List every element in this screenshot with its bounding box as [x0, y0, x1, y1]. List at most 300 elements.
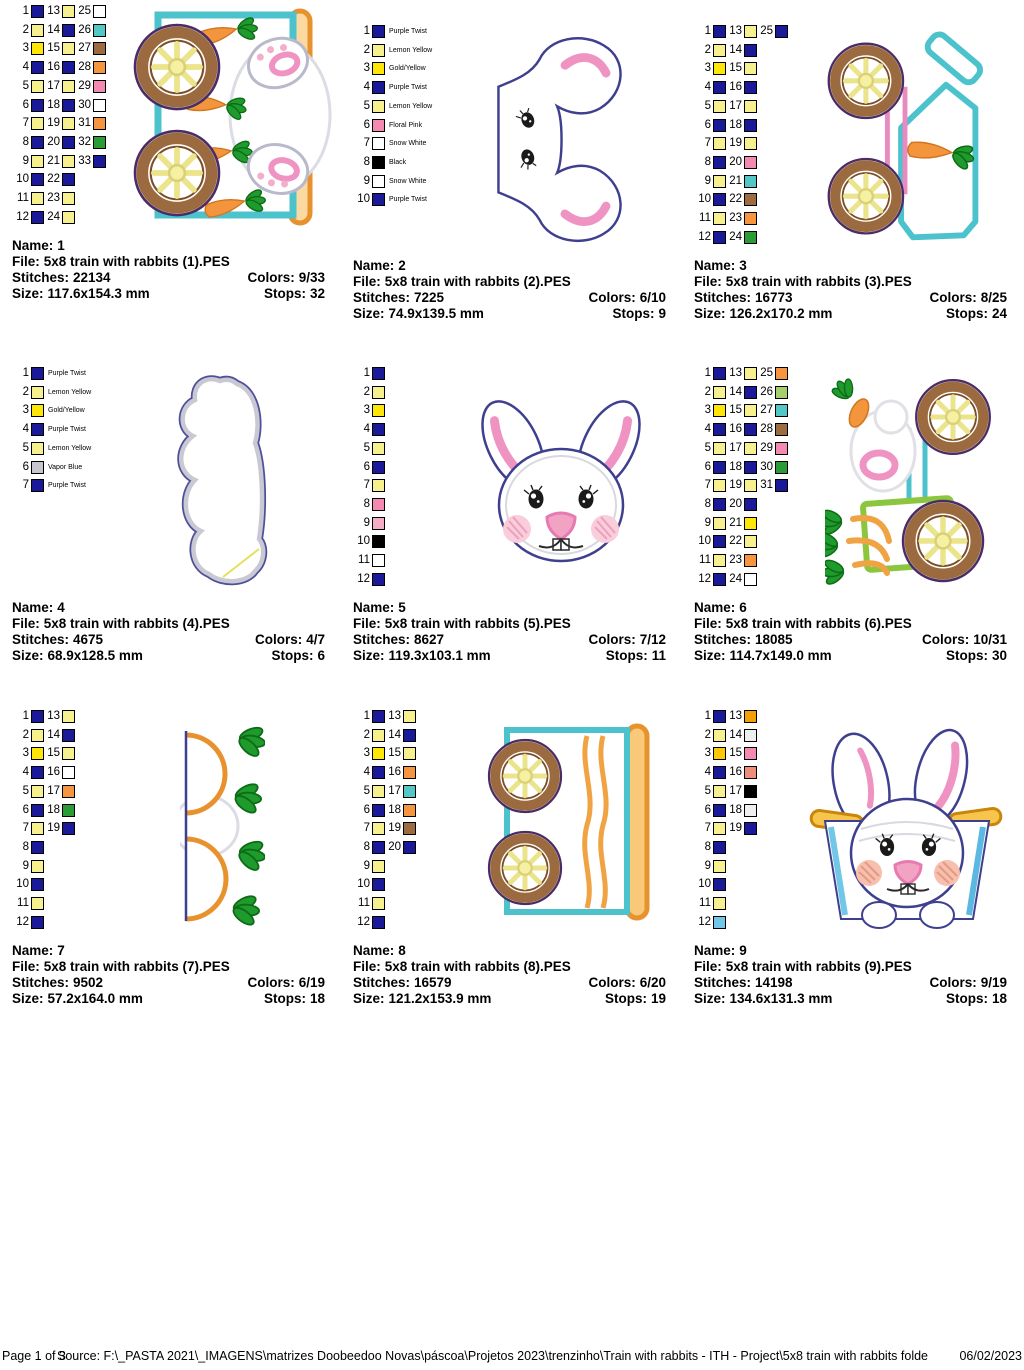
palette-swatch: [744, 193, 757, 206]
palette-swatch: [372, 81, 385, 94]
design-thumbnail-smoke-cloud: [165, 373, 275, 588]
palette-swatch: [31, 461, 44, 474]
palette-number: 11: [17, 897, 29, 909]
palette-swatch: [372, 573, 385, 586]
palette-number: 30: [78, 98, 91, 111]
palette-number: 9: [704, 859, 711, 872]
stitches-label: Stitches:: [12, 632, 70, 647]
palette-number: 16: [729, 766, 742, 779]
colors-value: 6/19: [298, 975, 325, 990]
palette-swatch: [403, 710, 416, 723]
size-label: Size:: [353, 306, 385, 321]
palette-swatch: [775, 442, 788, 455]
palette-number: 2: [22, 728, 29, 741]
file-label: File:: [12, 616, 40, 631]
palette-number: 13: [729, 710, 742, 722]
size-label: Size:: [694, 306, 726, 321]
palette-swatch: [775, 479, 788, 492]
size-value: 134.6x131.3 mm: [729, 991, 833, 1006]
name-label: Name:: [353, 600, 395, 615]
palette-number: 17: [47, 784, 60, 797]
stops-value: 6: [317, 648, 325, 663]
palette-number: 25: [78, 5, 91, 17]
palette-number: 19: [729, 137, 742, 150]
palette-number: 8: [704, 840, 711, 853]
palette-number: 11: [17, 192, 29, 204]
palette-number: 12: [16, 915, 29, 928]
palette-number: 14: [47, 23, 60, 36]
name-label: Name:: [12, 238, 54, 253]
stops-value: 11: [651, 648, 666, 663]
palette-number: 27: [78, 42, 91, 55]
palette-number: 29: [78, 79, 91, 92]
palette-swatch: [372, 535, 385, 548]
palette-number: 12: [698, 572, 711, 585]
palette-number: 19: [47, 117, 60, 130]
palette-number: 9: [22, 859, 29, 872]
palette-number: 19: [388, 822, 401, 835]
palette-number: 4: [363, 81, 370, 94]
palette-swatch: [372, 367, 385, 380]
size-value: 68.9x128.5 mm: [47, 648, 143, 663]
file-value: 5x8 train with rabbits (8).PES: [384, 959, 571, 974]
palette-swatch: [744, 231, 757, 244]
cheek-left: [856, 860, 882, 886]
palette-color-name: Gold/Yellow: [48, 407, 85, 415]
thread-palette: [12, 710, 332, 940]
design-cell-2: [341, 20, 682, 362]
palette-number: 28: [78, 61, 91, 74]
carrot-top-icon: [232, 780, 263, 817]
palette-color-name: Snow White: [389, 177, 427, 185]
colors-label: Colors:: [588, 290, 636, 305]
design-meta: [353, 258, 666, 322]
palette-number: 10: [698, 535, 711, 548]
size-label: Size:: [353, 648, 385, 663]
palette-number: 18: [388, 803, 401, 816]
palette-number: 23: [729, 554, 742, 566]
palette-number: 3: [363, 404, 370, 417]
palette-number: 5: [22, 441, 29, 454]
palette-number: 5: [704, 441, 711, 454]
palette-number: 18: [729, 460, 742, 473]
design-cell-8: [341, 705, 682, 1047]
palette-number: 8: [22, 135, 29, 148]
palette-swatch: [372, 916, 385, 929]
palette-swatch: [372, 156, 385, 169]
palette-swatch: [372, 44, 385, 57]
palette-swatch: [372, 193, 385, 206]
stitches-value: 9502: [73, 975, 104, 990]
palette-number: 1: [363, 367, 370, 379]
design-cell-9: [682, 705, 1023, 1047]
file-value: 5x8 train with rabbits (5).PES: [384, 616, 571, 631]
colors-label: Colors:: [247, 975, 295, 990]
design-cell-5: [341, 362, 682, 704]
palette-number: 7: [22, 822, 29, 835]
palette-number: 3: [363, 62, 370, 75]
palette-color-name: Floral Pink: [389, 121, 423, 129]
palette-number: 7: [22, 479, 29, 492]
palette-number: 6: [22, 803, 29, 816]
stitches-value: 4675: [73, 632, 104, 647]
stitches-label: Stitches:: [694, 632, 752, 647]
palette-number: 1: [363, 25, 370, 37]
palette-swatch: [31, 442, 44, 455]
palette-number: 7: [704, 479, 711, 492]
file-value: 5x8 train with rabbits (6).PES: [725, 616, 912, 631]
size-label: Size:: [694, 648, 726, 663]
palette-swatch: [372, 498, 385, 511]
palette-number: 26: [760, 385, 773, 398]
design-cell-7: [0, 705, 341, 1047]
palette-color-name: Black: [389, 158, 407, 166]
palette-number: 10: [357, 878, 370, 891]
palette-number: 6: [704, 460, 711, 473]
name-label: Name:: [353, 943, 395, 958]
palette-swatch: [93, 117, 106, 130]
palette-swatch: [31, 367, 44, 380]
file-label: File:: [353, 616, 381, 631]
palette-number: 11: [358, 897, 370, 909]
source-path: Source: F:\_PASTA 2021\_IMAGENS\matrizes Doobeedoo Novas\páscoa\Projetos 2023\trenzinho\Train with rabbits - ITH - Project\5x8 train with rabbits folde: [57, 1349, 929, 1363]
palette-swatch: [31, 479, 44, 492]
palette-swatch: [93, 24, 106, 37]
carrot-top-icon: [234, 835, 265, 874]
palette-number: 9: [363, 174, 370, 187]
design-meta: [12, 238, 325, 302]
design-name: 4: [57, 600, 65, 615]
design-meta: [353, 943, 666, 1007]
palette-swatch: [713, 878, 726, 891]
palette-swatch: [744, 156, 757, 169]
stitches-value: 14198: [755, 975, 793, 990]
palette-swatch: [744, 212, 757, 225]
palette-swatch: [403, 822, 416, 835]
bunny-paw-icon: [862, 902, 896, 928]
palette-number: 7: [22, 117, 29, 130]
stitches-label: Stitches:: [12, 975, 70, 990]
palette-number: 10: [357, 535, 370, 548]
palette-number: 6: [363, 460, 370, 473]
palette-number: 18: [47, 98, 60, 111]
palette-swatch: [713, 841, 726, 854]
name-label: Name:: [694, 600, 736, 615]
design-meta: [12, 943, 325, 1007]
palette-number: 8: [704, 155, 711, 168]
palette-number: 3: [22, 42, 29, 55]
palette-number: 19: [729, 479, 742, 492]
palette-number: 13: [729, 25, 742, 37]
wheel-icon: [829, 159, 903, 233]
stops-label: Stops:: [263, 991, 306, 1006]
palette-number: 5: [704, 99, 711, 112]
palette-number: 29: [760, 441, 773, 454]
palette-number: 7: [363, 479, 370, 492]
palette-color-name: Purple Twist: [48, 426, 86, 434]
colors-value: 7/12: [639, 632, 666, 647]
palette-swatch: [713, 897, 726, 910]
design-name: 6: [739, 600, 747, 615]
palette-number: 15: [729, 62, 742, 75]
palette-color-name: Purple Twist: [48, 482, 86, 490]
palette-number: 2: [704, 43, 711, 56]
palette-swatch: [62, 710, 75, 723]
stops-value: 24: [991, 306, 1007, 321]
palette-number: 24: [47, 210, 60, 223]
palette-swatch: [31, 860, 44, 873]
palette-number: 14: [388, 728, 401, 741]
design-meta: [353, 600, 666, 664]
palette-swatch: [372, 404, 385, 417]
palette-number: 12: [698, 915, 711, 928]
palette-swatch: [372, 897, 385, 910]
colors-value: 10/31: [973, 632, 1007, 647]
palette-color-name: Lemon Yellow: [389, 102, 433, 110]
palette-swatch: [744, 44, 757, 57]
stitches-value: 16579: [414, 975, 452, 990]
design-name: 2: [398, 258, 406, 273]
palette-number: 8: [363, 840, 370, 853]
palette-number: 4: [704, 81, 711, 94]
palette-number: 30: [760, 460, 773, 473]
palette-number: 20: [729, 497, 742, 510]
palette-color-name: Gold/Yellow: [389, 65, 426, 73]
palette-number: 4: [704, 766, 711, 779]
stitches-value: 22134: [73, 270, 111, 285]
file-label: File:: [12, 254, 40, 269]
colors-label: Colors:: [921, 632, 970, 647]
stops-label: Stops:: [945, 991, 988, 1006]
palette-swatch: [93, 99, 106, 112]
size-value: 57.2x164.0 mm: [47, 991, 143, 1006]
design-meta: [12, 600, 325, 664]
palette-number: 4: [22, 423, 29, 436]
stops-label: Stops:: [605, 648, 648, 663]
palette-number: 19: [47, 822, 60, 835]
palette-swatch: [31, 404, 44, 417]
palette-number: 26: [78, 23, 91, 36]
palette-swatch: [744, 822, 757, 835]
palette-number: 2: [704, 728, 711, 741]
stitches-label: Stitches:: [694, 290, 752, 305]
palette-number: 17: [729, 441, 742, 454]
cheek-right: [934, 860, 960, 886]
palette-number: 5: [363, 784, 370, 797]
stitches-value: 18085: [755, 632, 793, 647]
palette-number: 2: [363, 385, 370, 398]
colors-value: 8/25: [980, 290, 1007, 305]
palette-number: 6: [704, 118, 711, 131]
size-value: 117.6x154.3 mm: [47, 286, 150, 301]
design-name: 9: [739, 943, 747, 958]
palette-number: 31: [78, 117, 91, 130]
palette-swatch: [403, 747, 416, 760]
palette-color-name: Purple Twist: [389, 84, 427, 92]
design-thumbnail-bunny-ears: [491, 30, 636, 255]
wheel-icon: [489, 740, 561, 812]
palette-swatch: [744, 62, 757, 75]
palette-number: 2: [704, 385, 711, 398]
stops-label: Stops:: [263, 286, 306, 301]
palette-swatch: [744, 81, 757, 94]
stitches-label: Stitches:: [353, 290, 411, 305]
palette-number: 21: [47, 154, 60, 167]
palette-swatch: [372, 175, 385, 188]
palette-number: 12: [357, 572, 370, 585]
palette-number: 20: [47, 135, 60, 148]
stitches-value: 7225: [414, 290, 445, 305]
palette-number: 11: [699, 897, 711, 909]
palette-swatch: [62, 747, 75, 760]
palette-swatch: [93, 5, 106, 18]
name-label: Name:: [694, 943, 736, 958]
palette-swatch: [744, 535, 757, 548]
palette-number: 4: [22, 766, 29, 779]
palette-number: 10: [16, 173, 29, 186]
palette-number: 16: [729, 81, 742, 94]
palette-swatch: [744, 804, 757, 817]
palette-number: 1: [22, 367, 29, 379]
palette-number: 22: [729, 535, 742, 548]
palette-swatch: [372, 554, 385, 567]
palette-number: 9: [704, 516, 711, 529]
palette-number: 19: [729, 822, 742, 835]
palette-swatch: [744, 554, 757, 567]
stitches-value: 16773: [755, 290, 793, 305]
palette-color-name: Purple Twist: [389, 196, 427, 204]
palette-number: 8: [363, 497, 370, 510]
page-footer: [0, 1349, 1024, 1367]
palette-swatch: [403, 785, 416, 798]
colors-value: 9/19: [980, 975, 1007, 990]
design-name: 5: [398, 600, 406, 615]
palette-number: 8: [22, 840, 29, 853]
size-value: 119.3x103.1 mm: [388, 648, 491, 663]
palette-number: 3: [22, 404, 29, 417]
colors-label: Colors:: [254, 632, 303, 647]
palette-number: 7: [704, 137, 711, 150]
stops-value: 18: [991, 991, 1007, 1006]
palette-number: 22: [47, 173, 60, 186]
palette-number: 15: [47, 42, 60, 55]
palette-swatch: [62, 173, 75, 186]
palette-color-name: Lemon Yellow: [389, 46, 433, 54]
palette-swatch: [93, 80, 106, 93]
colors-value: 6/10: [639, 290, 666, 305]
palette-swatch: [775, 404, 788, 417]
palette-number: 3: [704, 747, 711, 760]
palette-number: 10: [357, 193, 370, 206]
file-value: 5x8 train with rabbits (4).PES: [43, 616, 230, 631]
palette-number: 20: [729, 155, 742, 168]
design-thumbnail-flatcar-with-paws: [130, 5, 335, 230]
palette-swatch: [372, 100, 385, 113]
palette-number: 9: [704, 174, 711, 187]
page-indicator: Page 1 of 3: [2, 1349, 66, 1363]
palette-number: 23: [47, 192, 60, 204]
stops-label: Stops:: [612, 306, 655, 321]
colors-label: Colors:: [588, 975, 636, 990]
palette-number: 16: [729, 423, 742, 436]
palette-swatch: [713, 860, 726, 873]
design-thumbnail-engine: [825, 30, 985, 250]
file-label: File:: [694, 616, 722, 631]
bunny-paw-icon: [920, 902, 954, 928]
palette-number: 23: [729, 212, 742, 224]
design-name: 1: [57, 238, 65, 253]
stops-value: 30: [991, 648, 1007, 663]
palette-number: 6: [704, 803, 711, 816]
palette-swatch: [744, 175, 757, 188]
palette-number: 10: [698, 878, 711, 891]
size-value: 126.2x170.2 mm: [729, 306, 833, 321]
stops-value: 32: [309, 286, 325, 301]
palette-number: 15: [388, 747, 401, 760]
palette-swatch: [372, 517, 385, 530]
palette-number: 5: [22, 784, 29, 797]
palette-number: 28: [760, 423, 773, 436]
palette-swatch: [62, 192, 75, 205]
design-name: 3: [739, 258, 747, 273]
colors-label: Colors:: [929, 290, 977, 305]
palette-swatch: [62, 729, 75, 742]
palette-swatch: [62, 785, 75, 798]
palette-number: 21: [729, 516, 742, 529]
palette-number: 7: [363, 137, 370, 150]
stops-label: Stops:: [945, 648, 988, 663]
design-cell-6: [682, 362, 1023, 704]
size-label: Size:: [353, 991, 385, 1006]
palette-number: 18: [729, 118, 742, 131]
palette-number: 25: [760, 367, 773, 379]
palette-number: 4: [22, 61, 29, 74]
palette-swatch: [372, 860, 385, 873]
palette-swatch: [372, 479, 385, 492]
stitches-value: 8627: [414, 632, 445, 647]
palette-number: 17: [388, 784, 401, 797]
palette-swatch: [93, 42, 106, 55]
palette-swatch: [744, 100, 757, 113]
wheel-icon: [903, 501, 983, 581]
stops-label: Stops:: [271, 648, 314, 663]
palette-swatch: [31, 423, 44, 436]
palette-number: 12: [698, 230, 711, 243]
design-cell-3: [682, 20, 1023, 362]
name-label: Name:: [12, 600, 54, 615]
palette-swatch: [372, 386, 385, 399]
palette-number: 9: [363, 859, 370, 872]
palette-swatch: [775, 386, 788, 399]
palette-number: 7: [363, 822, 370, 835]
palette-number: 17: [729, 99, 742, 112]
palette-number: 32: [78, 135, 91, 148]
palette-number: 5: [363, 441, 370, 454]
palette-number: 13: [47, 5, 60, 17]
palette-number: 11: [699, 212, 711, 224]
design-cell-1: [0, 0, 341, 342]
palette-number: 6: [363, 803, 370, 816]
palette-number: 10: [16, 878, 29, 891]
file-value: 5x8 train with rabbits (7).PES: [43, 959, 230, 974]
palette-number: 24: [729, 572, 742, 585]
palette-swatch: [372, 423, 385, 436]
file-value: 5x8 train with rabbits (3).PES: [725, 274, 912, 289]
colors-value: 9/33: [298, 270, 325, 285]
palette-number: 10: [698, 193, 711, 206]
stitches-label: Stitches:: [353, 975, 411, 990]
palette-swatch: [744, 119, 757, 132]
